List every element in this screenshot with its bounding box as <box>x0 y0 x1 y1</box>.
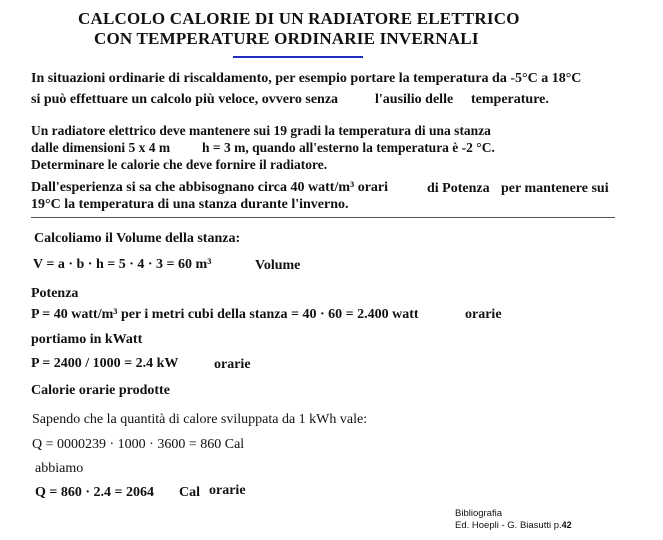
bibliography-label: Bibliografia <box>455 508 502 519</box>
problem-line-2b: h = 3 m, quando all'esterno la temperatura è -2 °C. <box>202 140 495 155</box>
experience-line-1c: per mantenere sui <box>501 181 609 196</box>
potenza-orarie: orarie <box>465 307 502 322</box>
section-separator <box>31 217 615 218</box>
volume-formula: V = a · b · h = 5 · 4 · 3 = 60 m³ <box>33 257 212 272</box>
title-underline <box>233 56 363 58</box>
potenza-heading: Potenza <box>31 286 79 301</box>
kw-formula: P = 2400 / 1000 = 2.4 kW <box>31 356 179 371</box>
abbiamo-text: abbiamo <box>35 461 84 476</box>
bibliography-ref <box>455 520 572 531</box>
intro-line-2b: l'ausilio delle <box>375 92 454 107</box>
problem-line-3: Determinare le calorie che deve fornire il radiatore. <box>31 157 328 172</box>
calorie-heading: Calorie orarie prodotte <box>31 383 170 398</box>
intro-line-1: In situazioni ordinarie di riscaldamento, per esempio portare la temperatura da -5°C a 18°C <box>31 71 582 86</box>
result-unit: Cal <box>179 485 200 500</box>
potenza-formula: P = 40 watt/m³ per i metri cubi della stanza = 40 · 60 = 2.400 watt <box>31 307 419 322</box>
kw-orarie: orarie <box>214 357 251 372</box>
problem-line-1: Un radiatore elettrico deve mantenere sui 19 gradi la temperatura di una stanza <box>31 123 491 138</box>
bibliography-page: 42 <box>561 520 572 530</box>
bibliography-ref-text: Ed. Hoepli - G. Biasutti p. <box>455 520 562 531</box>
experience-line-2: 19°C la temperatura di una stanza durante l'inverno. <box>31 197 349 212</box>
volume-heading: Calcoliamo il Volume della stanza: <box>34 231 241 246</box>
result-orarie: orarie <box>209 483 246 498</box>
experience-line-1b: di Potenza <box>427 181 490 196</box>
title-line-2: CON TEMPERATURE ORDINARIE INVERNALI <box>94 29 479 48</box>
title-line-1: CALCOLO CALORIE DI UN RADIATORE ELETTRICO <box>78 9 520 28</box>
intro-line-2c: temperature. <box>471 92 549 107</box>
experience-line-1a: Dall'esperienza si sa che abbisognano circa 40 watt/m³ orari <box>31 180 389 195</box>
intro-line-2a: si può effettuare un calcolo più veloce, ovvero senza <box>31 92 339 107</box>
problem-line-2a: dalle dimensioni 5 x 4 m <box>31 140 171 155</box>
result-formula: Q = 860 · 2.4 = 2064 <box>35 485 155 500</box>
sapendo-text: Sapendo che la quantità di calore sviluppata da 1 kWh vale: <box>32 412 368 427</box>
q-formula: Q = 0000239 · 1000 · 3600 = 860 Cal <box>32 437 245 452</box>
volume-label: Volume <box>255 258 301 273</box>
kwatt-heading: portiamo in kWatt <box>31 332 143 347</box>
